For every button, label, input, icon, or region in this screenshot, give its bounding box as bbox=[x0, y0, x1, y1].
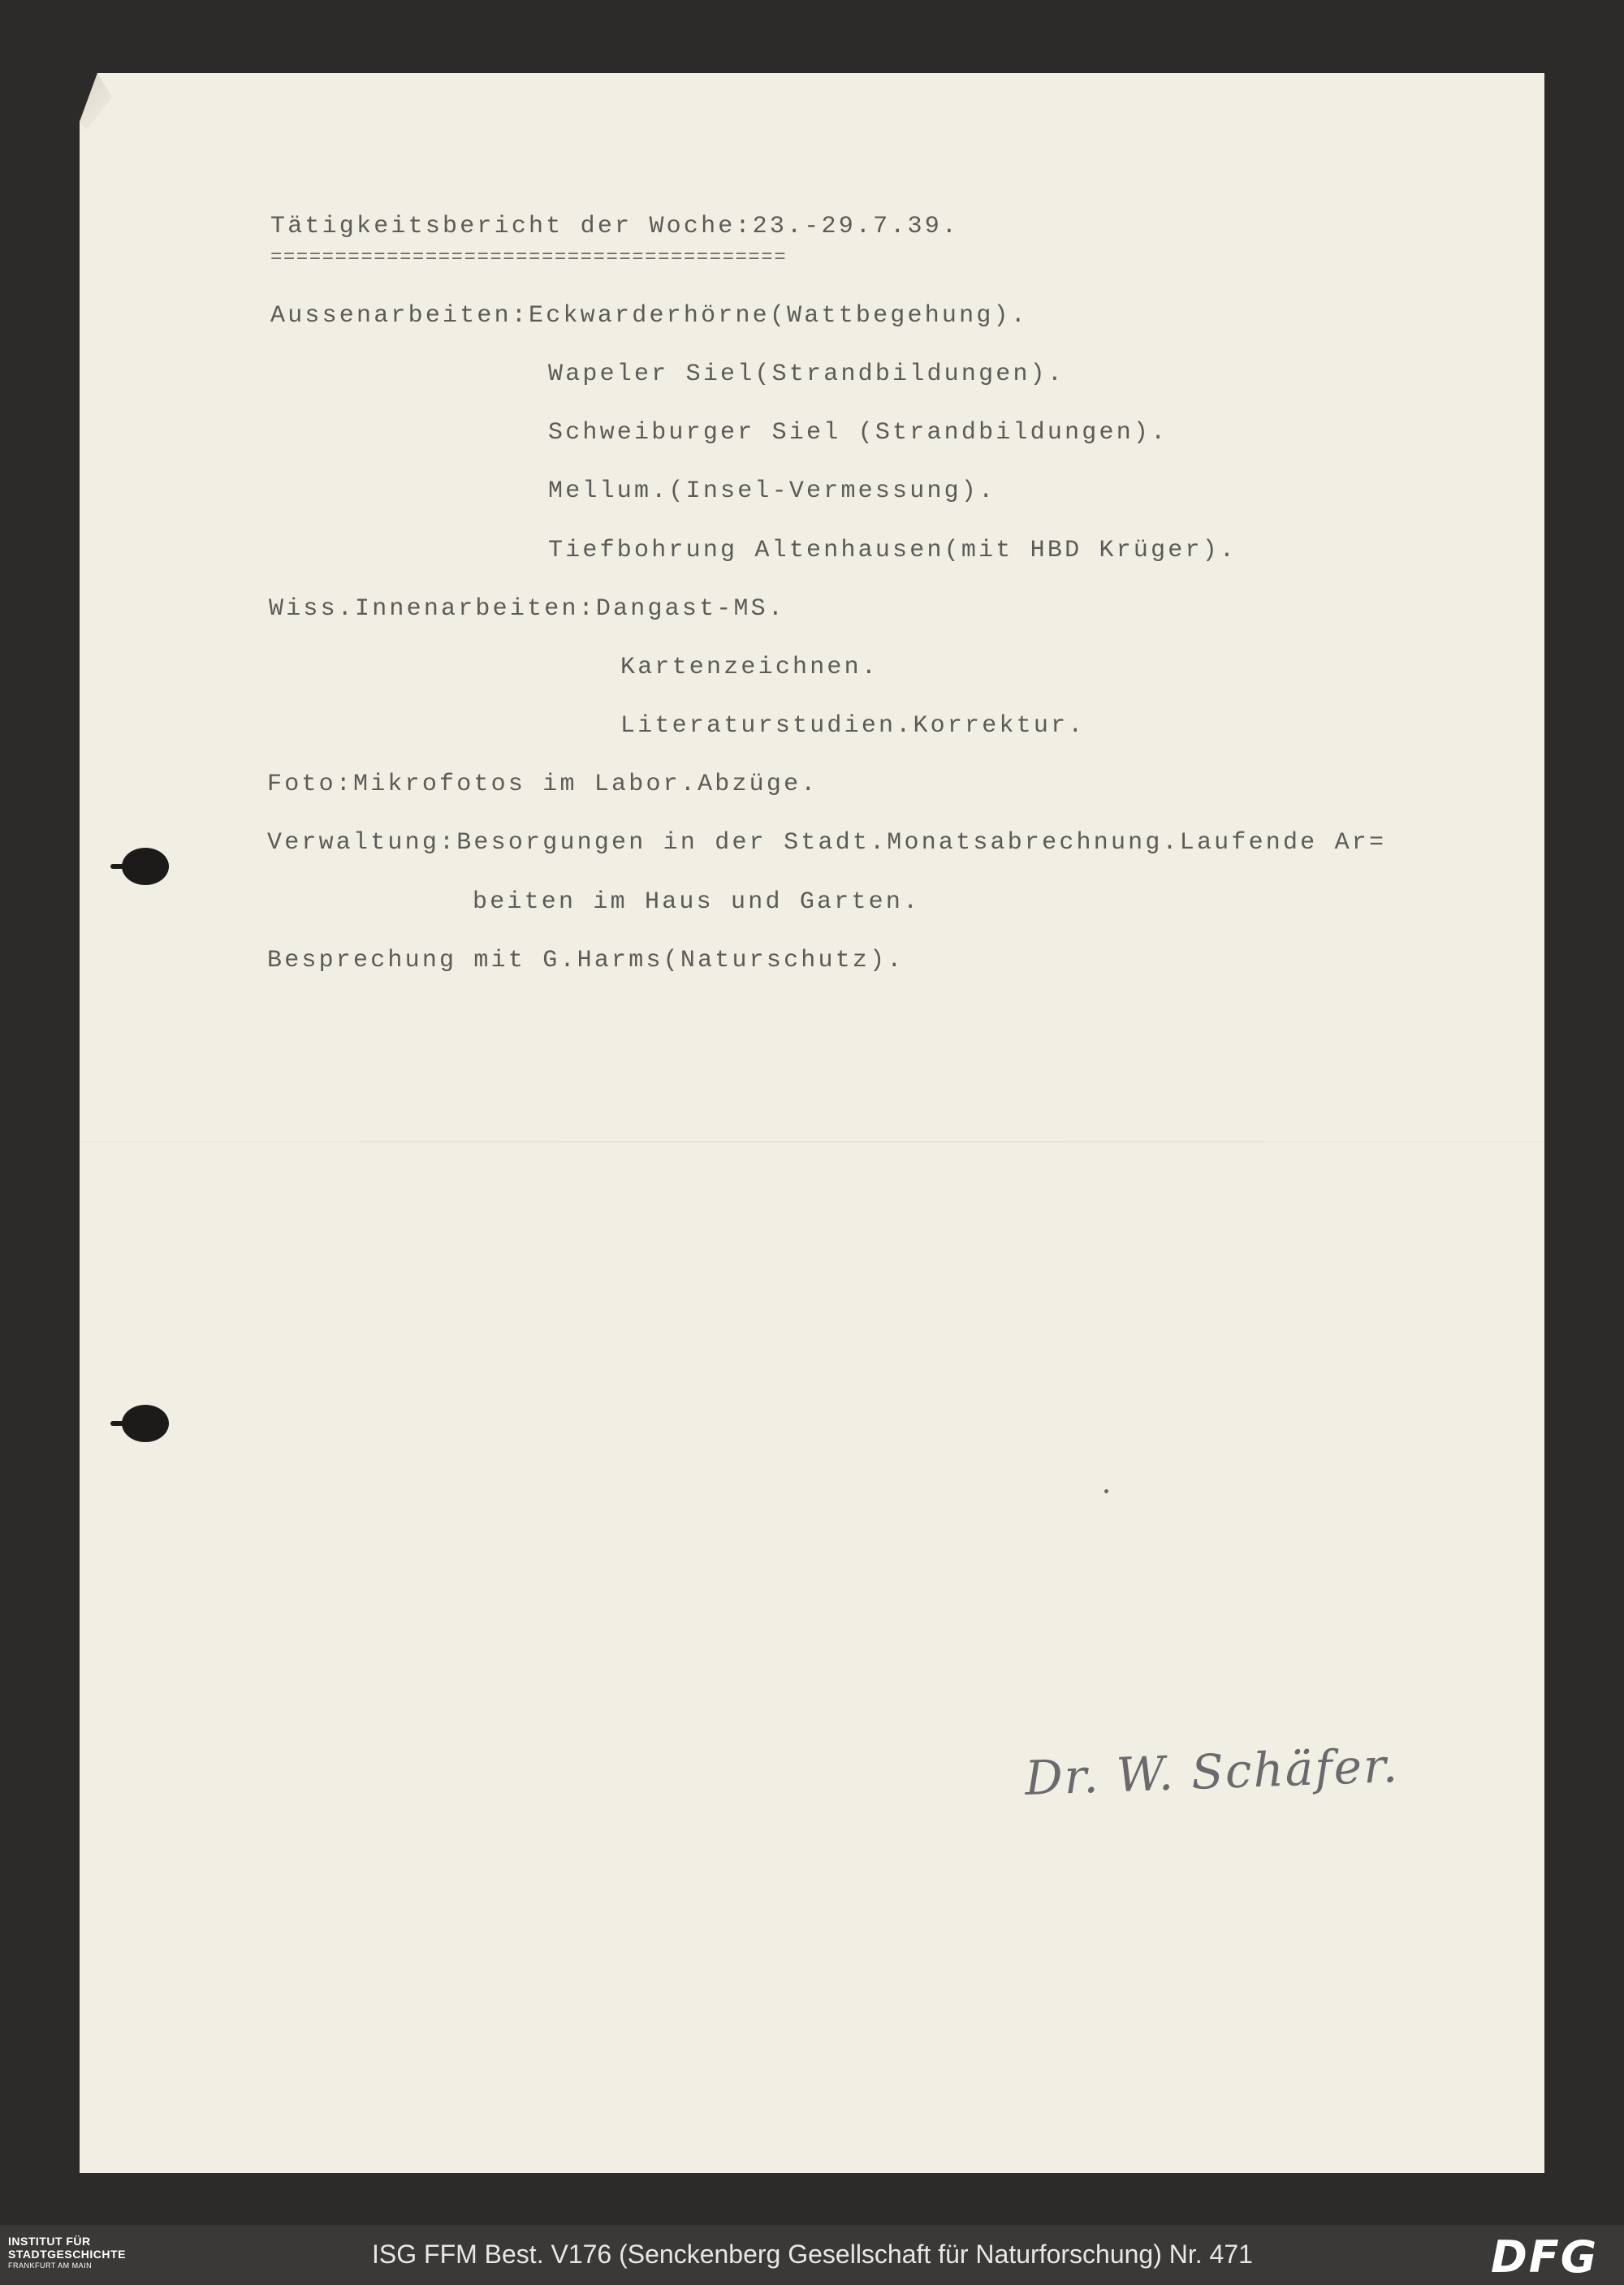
logo-line: INSTITUT FÜR bbox=[8, 2235, 91, 2248]
dfg-logo: DFG bbox=[1491, 2231, 1599, 2283]
line-kartenzeichnen: Kartenzeichnen. bbox=[620, 654, 879, 681]
archive-footer bbox=[0, 2225, 1624, 2285]
line-tiefbohrung: Tiefbohrung Altenhausen(mit HBD Krüger). bbox=[548, 537, 1237, 564]
line-foto: Foto:Mikrofotos im Labor.Abzüge. bbox=[267, 771, 818, 798]
line-literaturstudien: Literaturstudien.Korrektur. bbox=[620, 712, 1086, 740]
line-mellum: Mellum.(Insel-Vermessung). bbox=[548, 477, 996, 505]
line-verwaltung: Verwaltung:Besorgungen in der Stadt.Monatsabrechnung.Laufende Ar= bbox=[267, 829, 1387, 857]
punch-hole-bottom bbox=[122, 1405, 169, 1442]
logo-line: FRANKFURT AM MAIN bbox=[8, 2261, 93, 2270]
line-schweiburger-siel: Schweiburger Siel (Strandbildungen). bbox=[548, 419, 1168, 447]
title-underline: ======================================== bbox=[270, 247, 788, 269]
line-aussenarbeiten: Aussenarbeiten:Eckwarderhörne(Wattbegehung). bbox=[270, 302, 1028, 330]
ink-speck bbox=[1104, 1489, 1108, 1493]
logo-line: STADTGESCHICHTE bbox=[8, 2248, 126, 2261]
institute-logo bbox=[8, 2235, 171, 2270]
report-title: Tätigkeitsbericht der Woche:23.-29.7.39. bbox=[270, 213, 960, 240]
punch-hole-top bbox=[122, 848, 169, 885]
line-besprechung: Besprechung mit G.Harms(Naturschutz). bbox=[267, 947, 905, 974]
line-wiss-innenarbeiten: Wiss.Innenarbeiten:Dangast-MS. bbox=[269, 595, 786, 623]
line-verwaltung-cont: beiten im Haus und Garten. bbox=[473, 888, 921, 916]
handwritten-signature: Dr. W. Schäfer. bbox=[1023, 1737, 1400, 1807]
line-wapeler-siel: Wapeler Siel(Strandbildungen). bbox=[548, 361, 1065, 388]
archive-citation: ISG FFM Best. V176 (Senckenberg Gesellschaft für Naturforschung) Nr. 471 bbox=[372, 2240, 1253, 2269]
fold-crease bbox=[80, 1141, 1544, 1142]
